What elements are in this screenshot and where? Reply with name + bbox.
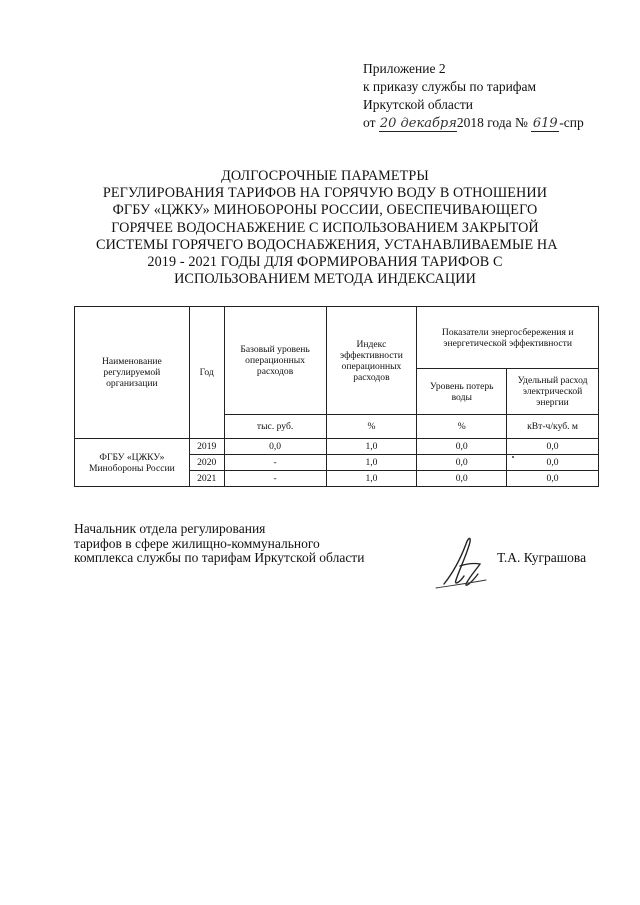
header-water-loss: Уровень потерь воды xyxy=(417,369,507,415)
signatory-position-line: Начальник отдела регулирования xyxy=(74,521,266,536)
annex-order-ref: к приказу службы по тарифам xyxy=(363,79,537,94)
water-loss-cell: 0,0 xyxy=(417,471,507,487)
signatory-position-line: комплекса службы по тарифам Иркутской области xyxy=(74,550,365,565)
signature-block xyxy=(74,522,364,566)
unit-electricity: кВт-ч/куб. м xyxy=(507,415,599,439)
base-level-cell: - xyxy=(224,455,326,471)
year-cell: 2020 xyxy=(189,455,224,471)
unit-water-loss: % xyxy=(417,415,507,439)
unit-base-level: тыс. руб. xyxy=(224,415,326,439)
annex-suffix: -спр xyxy=(559,115,584,130)
title-line: СИСТЕМЫ ГОРЯЧЕГО ВОДОСНАБЖЕНИЯ, УСТАНАВЛИВАЕМЫЕ НА xyxy=(96,236,558,253)
electricity-cell: 0,0 xyxy=(507,471,599,487)
water-loss-cell: 0,0 xyxy=(417,439,507,455)
organization-name-cell: ФГБУ «ЦЖКУ» Минобороны России xyxy=(75,439,190,487)
title-line: ИСПОЛЬЗОВАНИЕМ МЕТОДА ИНДЕКСАЦИИ xyxy=(174,271,476,288)
signatory-position-line: тарифов в сфере жилищно-коммунального xyxy=(74,535,320,551)
annex-order-date-line xyxy=(363,114,633,132)
header-energy-group: Показатели энергосбережения и энергетической эффективности xyxy=(417,307,599,369)
annex-prefix: от xyxy=(363,115,376,130)
unit-efficiency-index: % xyxy=(326,415,417,439)
base-level-cell: 0,0 xyxy=(224,439,326,455)
table-row xyxy=(75,439,599,455)
handwritten-date: 20 декабря xyxy=(379,116,457,131)
year-cell: 2019 xyxy=(189,439,224,455)
document-title xyxy=(96,168,558,288)
annex-header xyxy=(363,60,633,132)
header-base-level: Базовый уровень операционных расходов xyxy=(224,307,326,415)
title-line: ФГБУ «ЦЖКУ» МИНОБОРОНЫ РОССИИ, ОБЕСПЕЧИВАЮЩЕГО xyxy=(112,202,538,219)
annex-year-text: 2018 года № xyxy=(456,115,528,130)
handwritten-signature xyxy=(430,530,496,592)
tariff-parameters-table xyxy=(74,306,599,487)
title-line: РЕГУЛИРОВАНИЯ ТАРИФОВ НА ГОРЯЧУЮ ВОДУ В ОТНОШЕНИИ xyxy=(102,185,548,202)
title-line: 2019 - 2021 ГОДЫ ДЛЯ ФОРМИРОВАНИЯ ТАРИФОВ С xyxy=(147,254,503,271)
water-loss-cell: 0,0 xyxy=(417,455,507,471)
header-year: Год xyxy=(189,307,224,439)
header-efficiency-index: Индекс эффективности операционных расходов xyxy=(326,307,417,415)
table-header-row xyxy=(75,307,599,369)
scan-speck xyxy=(512,456,514,458)
signer-name: Т.А. Куграшова xyxy=(497,550,587,565)
efficiency-index-cell: 1,0 xyxy=(326,439,417,455)
title-line: ГОРЯЧЕЕ ВОДОСНАБЖЕНИЕ С ИСПОЛЬЗОВАНИЕМ ЗАКРЫТОЙ xyxy=(111,219,539,236)
title-line: ДОЛГОСРОЧНЫЕ ПАРАМЕТРЫ xyxy=(221,168,429,184)
efficiency-index-cell: 1,0 xyxy=(326,455,417,471)
electricity-cell: 0,0 xyxy=(507,439,599,455)
year-cell: 2021 xyxy=(189,471,224,487)
electricity-cell: 0,0 xyxy=(507,455,599,471)
header-org-name: Наименование регулируемой организации xyxy=(75,307,190,439)
efficiency-index-cell: 1,0 xyxy=(326,471,417,487)
header-electricity: Удельный расход электрической энергии xyxy=(507,369,599,415)
handwritten-order-number: 619 xyxy=(532,116,558,131)
annex-title: Приложение 2 xyxy=(363,61,446,76)
base-level-cell: - xyxy=(224,471,326,487)
annex-region: Иркутской области xyxy=(363,97,474,112)
